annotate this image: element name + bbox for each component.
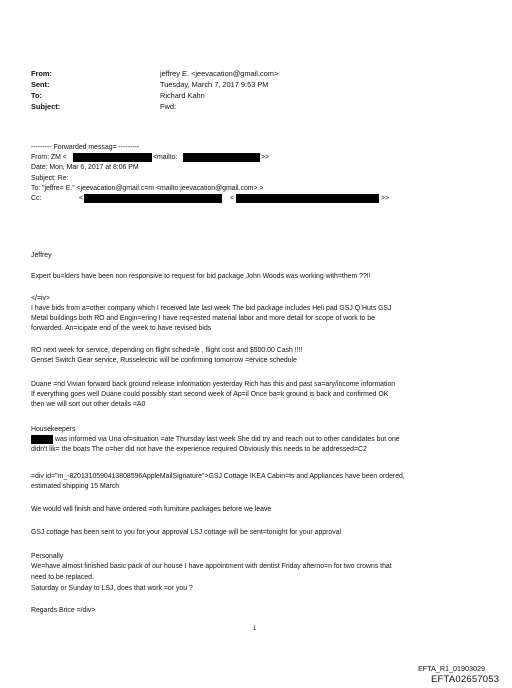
forwarded-date: Date: Mon, Mar 6, 2017 at 8:06 PM [31, 164, 139, 171]
body-paragraph: If everything goes well Duane could possibly start second week of Ap=il Once ba=k ground is back and confirmed OK [31, 391, 389, 398]
forwarded-subject: Subject: Re: [31, 175, 69, 182]
body-paragraph: We=have almost finished basic pack of our house I have appointment with dentist Friday afterno=n for two crowns that [31, 563, 392, 570]
body-paragraph: forwarded. An=icipate end of the week to have revised bids [31, 325, 212, 332]
body-paragraph: I have bids from a=other company which I received late last week The bid package includes Heli pad GSJ Q Huts GSJ [31, 305, 392, 312]
bates-number-primary: EFTA_R1_01903029 [418, 664, 485, 673]
forwarded-cc-open-2: < [230, 195, 235, 202]
redaction-block [84, 194, 222, 203]
subject-value: Fwd: [160, 102, 177, 111]
body-paragraph: Metal buildings both RO and Engin=ering I have req=ested material labor and more detail for scope of work to be [31, 315, 375, 322]
body-paragraph: was informed via Una of=situation =ate Thursday last week She did try and reach out to other candidates but one [55, 436, 400, 443]
sent-label: Sent: [31, 80, 50, 89]
body-signature: Regards Brice =/div> [31, 607, 96, 614]
body-paragraph: Duane =nd Vivian forward back ground release information yesterday Rich has this and past sa=ary/income information [31, 381, 396, 388]
to-value: Richard Kahn [160, 91, 205, 100]
subject-label: Subject: [31, 102, 61, 111]
redaction-block [236, 194, 379, 203]
forwarded-divider: --------- Forwarded messag= --------- [31, 144, 140, 151]
page-number: 1 [253, 626, 257, 632]
forwarded-from-prefix: From: ZM < [31, 154, 67, 161]
from-label: From: [31, 69, 52, 78]
redaction-block [73, 153, 152, 162]
sent-value: Tuesday, March 7, 2017 9:53 PM [160, 80, 269, 89]
bates-number-secondary: EFTA02657053 [431, 674, 500, 685]
body-paragraph: estimated shipping 15 March [31, 483, 120, 490]
body-greeting: Jeffrey [31, 252, 52, 259]
body-paragraph: Expert bu=lders have been non responsive to request for bid package John Woods was working with=them ??!! [31, 273, 371, 280]
body-section-heading: Housekeepers [31, 426, 76, 433]
forwarded-to: To: "jeffre= E." <jeevacation@gmail.c=m <mailto:jeevacation@gmail.com> > [31, 185, 264, 192]
from-value: jeffrey E. <jeevacation@gmail.com> [160, 69, 279, 78]
redaction-block [31, 435, 53, 444]
to-label: To: [31, 91, 42, 100]
forwarded-cc-label: Cc: [31, 195, 42, 202]
body-paragraph: We would will finish and have ordered =oth furniture packages before we leave [31, 506, 272, 513]
body-paragraph: GSJ cottage has been sent to you for your approval LSJ cottage will be sent=tonight for your approval [31, 529, 342, 536]
body-paragraph: Genset Switch Gear service, Russelectric will be confirming tomorrow =ervice schedule [31, 357, 297, 364]
body-paragraph: then we will sort out other details =A0 [31, 401, 146, 408]
forwarded-from-mailto: <mailto: [153, 154, 178, 161]
forwarded-cc-open: < [79, 195, 84, 202]
redaction-block [183, 153, 260, 162]
body-paragraph: =div id="m_-8201310590413808596AppleMailSignature">GSJ Cottage IKEA Cabin=ts and Appliances have been ordered, [31, 473, 405, 480]
body-paragraph: Saturday or Sunday to LSJ, does that work =or you ? [31, 585, 193, 592]
body-paragraph: need to be replaced. [31, 574, 94, 581]
body-paragraph: RO next week for service, depending on flight sched=le , flight cost and $500.00 Cash !!!! [31, 347, 303, 354]
forwarded-from-line [31, 153, 67, 162]
forwarded-from-suffix: >> [261, 154, 270, 161]
forwarded-cc-suffix: >> [381, 195, 390, 202]
body-section-heading: Personally [31, 553, 64, 560]
body-paragraph: didn't lik= the boats The o=her did not have the experience required Obviously this needs to be addressed=C2 [31, 446, 367, 453]
body-tag-line: </=iv> [31, 295, 50, 302]
